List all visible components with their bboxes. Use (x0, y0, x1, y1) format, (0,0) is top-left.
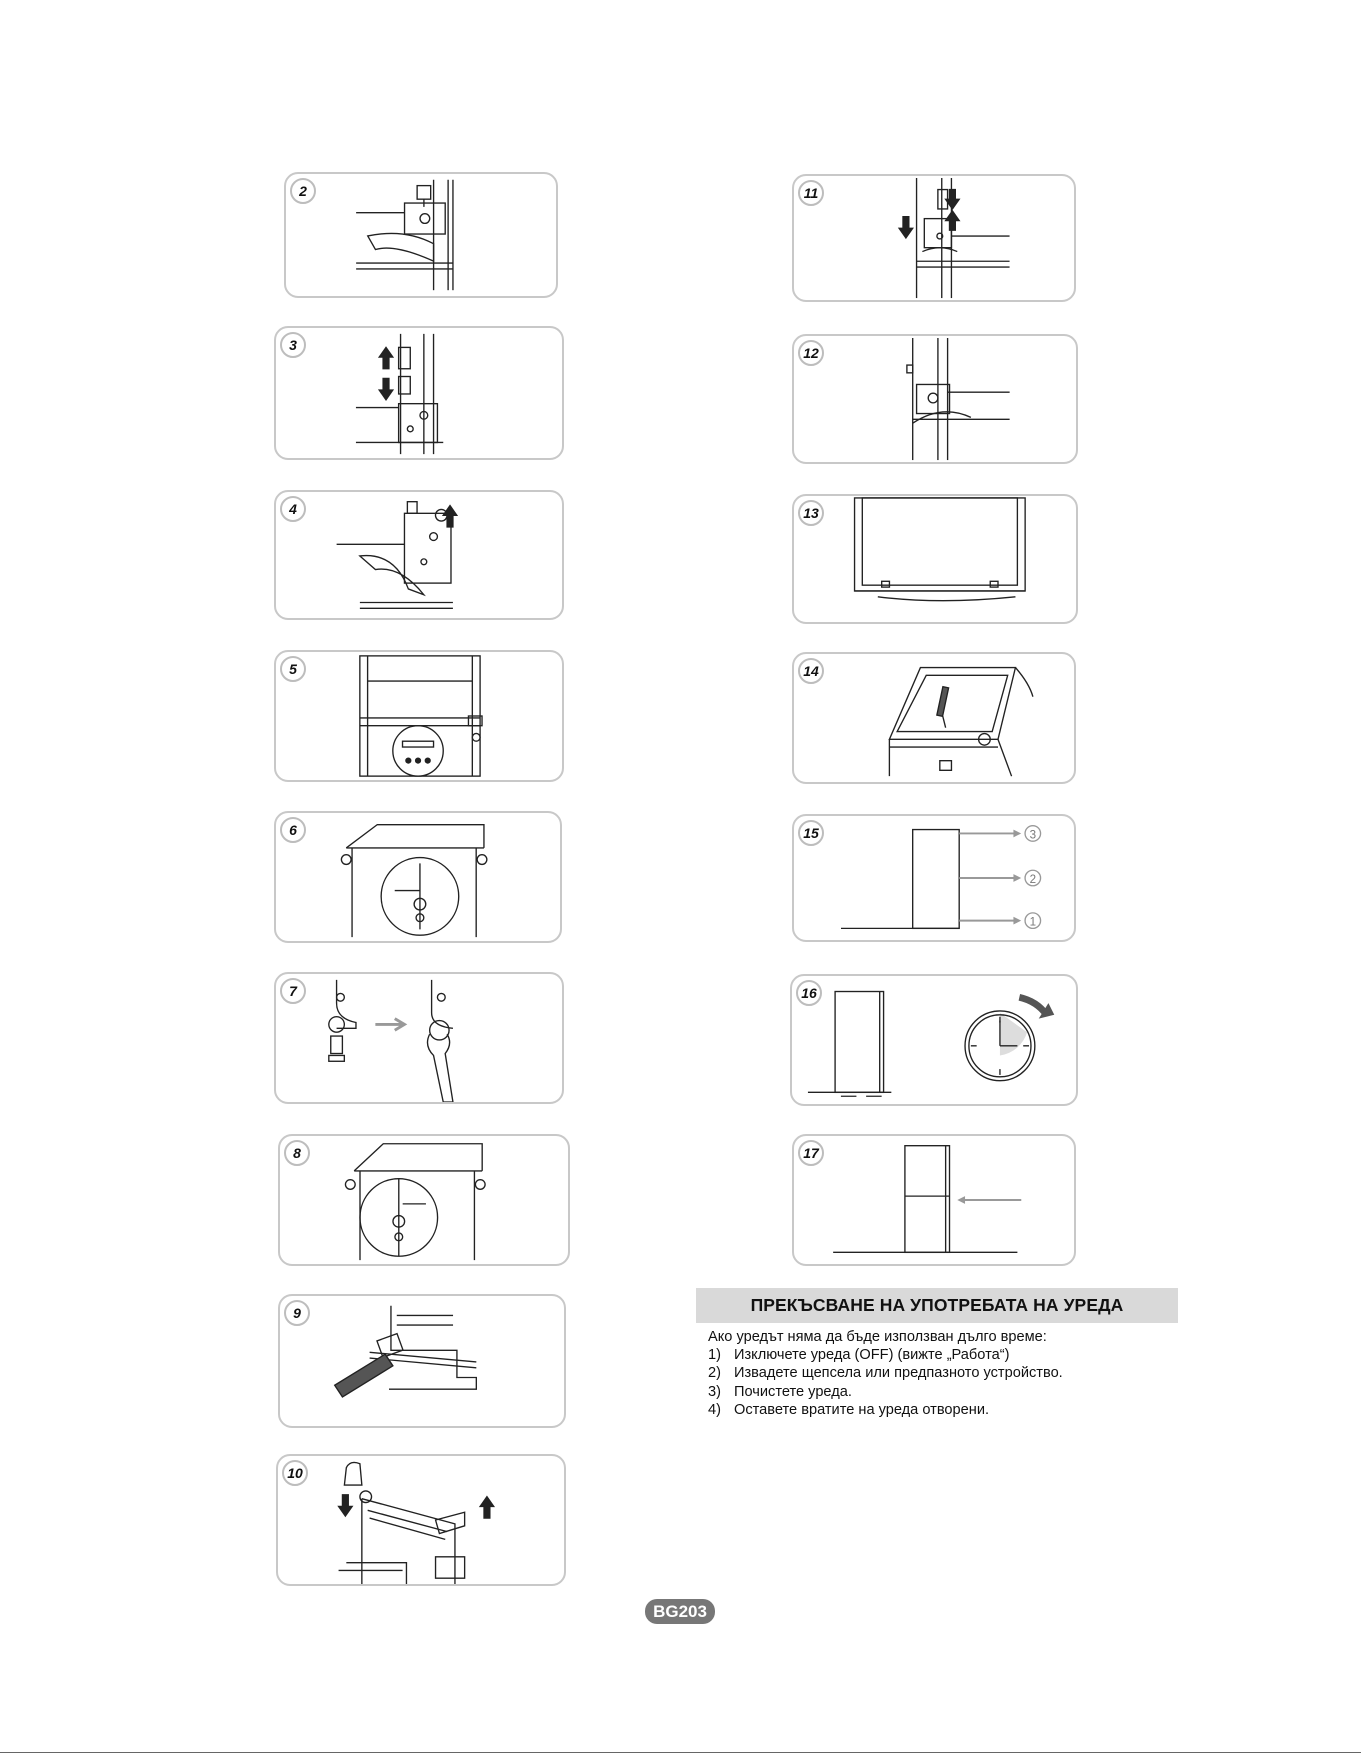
section-body (708, 1328, 1188, 1419)
figure-4 (274, 490, 564, 620)
waiting-time-illustration (792, 976, 1076, 1104)
figure-3 (274, 326, 564, 460)
figure-number: 2 (290, 178, 316, 204)
door-cap-illustration (278, 1456, 564, 1584)
figure-number: 3 (280, 332, 306, 358)
figure-14 (792, 652, 1076, 784)
figure-2 (284, 172, 558, 298)
figure-7 (274, 972, 564, 1104)
figure-6 (274, 811, 562, 943)
figure-13 (792, 494, 1078, 624)
figure-number: 14 (798, 658, 824, 684)
hinge-mounted-illustration (794, 336, 1076, 462)
bottom-rule (0, 1752, 1361, 1753)
page-number: BG203 (645, 1599, 715, 1624)
ventilation-clearance-illustration (794, 816, 1074, 940)
figure-number: 4 (280, 496, 306, 522)
figure-number: 15 (798, 820, 824, 846)
step-text: Оставете вратите на уреда отворени. (734, 1401, 990, 1418)
step-number: 1) (708, 1347, 721, 1364)
section-heading: ПРЕКЪСВАНЕ НА УПОТРЕБАТА НА УРЕДА (696, 1288, 1178, 1323)
figure-8 (278, 1134, 570, 1266)
step-number: 4) (708, 1401, 721, 1418)
figure-number: 9 (284, 1300, 310, 1326)
hinge-removal-illustration (276, 492, 562, 618)
step-text: Извадете щепсела или предпазното устройство. (734, 1365, 1063, 1382)
section-intro: Ако уредът няма да бъде използван дълго време: (708, 1329, 1047, 1345)
cabinet-top-illustration (276, 652, 562, 780)
hinge-transfer-illustration (794, 176, 1074, 300)
figure-number: 11 (798, 180, 824, 206)
figure-9 (278, 1294, 566, 1428)
figure-number: 7 (280, 978, 306, 1004)
figure-number: 16 (796, 980, 822, 1006)
clearance-mark-2: 2 (1029, 872, 1037, 886)
wall-placement-illustration (794, 1136, 1074, 1264)
figure-number: 12 (798, 340, 824, 366)
figure-16 (790, 974, 1078, 1106)
figure-number: 13 (798, 500, 824, 526)
figure-number: 8 (284, 1140, 310, 1166)
figure-number: 17 (798, 1140, 824, 1166)
step-text: Почистете уреда. (734, 1383, 852, 1400)
clearance-mark-3: 3 (1029, 828, 1037, 842)
clearance-mark-1: 1 (1029, 915, 1037, 929)
door-top-illustration (794, 496, 1076, 622)
step-number: 3) (708, 1383, 721, 1400)
hinge-pin-illustration (276, 328, 562, 458)
figure-number: 6 (280, 817, 306, 843)
figure-5 (274, 650, 564, 782)
cabinet-feet-detail-illustration (280, 1136, 568, 1264)
hinge-illustration (286, 174, 556, 296)
figure-number: 5 (280, 656, 306, 682)
step-3 (708, 1383, 1188, 1401)
step-1 (708, 1346, 1188, 1364)
step-2 (708, 1364, 1188, 1382)
step-number: 2) (708, 1365, 721, 1382)
figure-10 (276, 1454, 566, 1586)
figure-11 (792, 174, 1076, 302)
foot-adjust-illustration (276, 974, 562, 1102)
step-text: Изключете уреда (OFF) (вижте „Работа“) (734, 1347, 1010, 1364)
figure-12 (792, 334, 1078, 464)
step-4 (708, 1401, 1188, 1419)
figure-17 (792, 1134, 1076, 1266)
figure-15 (792, 814, 1076, 942)
wrench-illustration (280, 1296, 564, 1426)
screwdriver-illustration (794, 654, 1074, 782)
figure-number: 10 (282, 1460, 308, 1486)
cabinet-feet-illustration (276, 813, 560, 941)
